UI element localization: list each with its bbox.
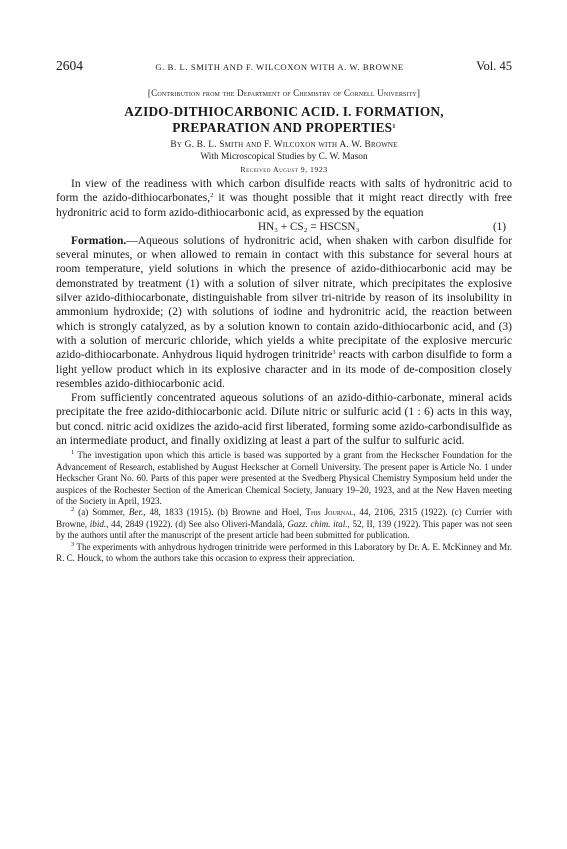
footnotes (56, 450, 512, 564)
journal-this-journal: This Journal (305, 507, 354, 518)
para1-text-b: it was thought possible that it might react directly with free hydronitric acid to form azido-dithiocarbonic acid, as expressed by the equation (56, 192, 512, 219)
title-line-1: AZIDO-DITHIOCARBONIC ACID. I. FORMATION, (124, 104, 444, 119)
article-body (56, 177, 512, 448)
equation-number: (1) (492, 220, 506, 233)
contribution-line: [Contribution from the Department of Chemistry of Cornell University] (147, 88, 421, 98)
footnote-3 (56, 542, 512, 565)
para2-text-a: —Aqueous solutions of hydronitric acid, when shaken with carbon disulfide for several minutes, or when allowed to remain in contact with this substance for several hours at room temperature, yield solutions in which the presence of azido-dithiocarbonic acid may be demonstrated by treatment (1) with a solution of silver nitrate, which precipitates the explosive silver azido-dithiocarbonate, distinguishable from silver tri-nitride by reason of its insolubility in ammonium hydroxide; (2) with solutions of iodine and hydronitric acid, the reaction between which is strongly catalyzed, as by a solution known to contain azido-dithiocarbonic acid, and (3) with a solution of mercuric chloride, which yields a white precipitate of the explosive mercuric azido-dithiocarbonate. Anhydrous liquid hydrogen trinitride (56, 234, 512, 362)
volume-label: Vol. 45 (476, 59, 512, 73)
footnote-2-mark: 2 (71, 506, 75, 514)
section-heading-formation: Formation. (71, 234, 127, 247)
footnote-2-text-a: (a) Sommer, (74, 507, 129, 518)
title-footnote-mark: 1 (392, 123, 396, 130)
title-line-2-text: PREPARATION AND PROPERTIES (172, 120, 393, 135)
para1-text-a: In view of the readiness with which carbon disulfide reacts with salts of hydronitric acid to form the azido-dithiocarbonates, (56, 178, 512, 205)
footnote-2-text-b: , 48, 1833 (1915). (b) Browne and Hoel, (143, 507, 306, 518)
journal-gazz: Gazz. chim. ital. (287, 518, 348, 529)
footnote-2-text-e: , 52, II, 139 (1922). This paper was not seen by the authors until after the manuscript of the present article had been submitted for publication. (56, 518, 512, 541)
footnote-1-text: The investigation upon which this article is based was supported by a grant from the Heckscher Foundation for the Advancement of Research, established by August Heckscher at Cornell University. The present paper is Article No. 1 under Heckscher Grant No. 60. Parts of this paper were presented at the Svedberg Physical Chemistry Symposium held under the auspices of the Rochester Section of the American Chemical Society, January 19–20, 1923, and at the New Haven meeting of the Society in April, 1923. (56, 450, 512, 506)
footnote-1 (56, 450, 512, 507)
para2-text-b: reacts with carbon disulfide to form a light yellow product which in its explosive character and in its mode of de-composition closely resembles azido-dithiocarbonic acid. (56, 349, 512, 390)
author-byline: By G. B. L. Smith and F. Wilcoxon with A. W. Browne (170, 140, 398, 150)
journal-page (56, 58, 512, 564)
footnote-2 (56, 507, 512, 541)
footnote-1-mark: 1 (71, 449, 75, 457)
received-date: Received August 9, 1923 (240, 165, 328, 174)
equation-1 (56, 220, 512, 234)
ref-ibid: ibid. (89, 518, 107, 529)
footnote-ref-3: 3 (332, 349, 336, 357)
running-authors: G. B. L. SMITH AND F. WILCOXON WITH A. W. BROWNE (155, 62, 404, 72)
paragraph-formation (56, 234, 512, 391)
paragraph-intro (56, 177, 512, 220)
title-line-2 (56, 120, 512, 136)
footnote-2-text-c: , 44, 2106, 2315 (1922). (c) Currier with Browne, (56, 507, 512, 529)
microscopical-credit: With Microscopical Studies by C. W. Mason (200, 152, 368, 162)
running-header (56, 58, 512, 78)
footnote-2-text-d: , 44, 2849 (1922). (d) See also Oliveri-Mandalà, (106, 518, 288, 529)
article-title (56, 104, 512, 136)
journal-ber: Ber. (128, 507, 144, 518)
footnote-ref-2: 2 (210, 192, 214, 200)
paragraph-precipitation: From sufficiently concentrated aqueous solutions of an azido-dithio-carbonate, mineral acids precipitate the free azido-dithiocarbonic acid. Dilute nitric or sulfuric acid (1 : 6) acts in this way, but concd. nitric acid oxidizes the azido-acid first liberated, forming some azido-carbondisulfide as an intermediate product, and finally oxidizing at least a part of the sulfur to sulfuric acid. (56, 392, 513, 448)
footnote-3-text: The experiments with anhydrous hydrogen trinitride were performed in this Laboratory by Dr. A. E. McKinney and Mr. R. C. Houck, to whom the authors take this occasion to express their appreciation. (56, 541, 512, 563)
page-number: 2604 (56, 58, 83, 73)
equation-text: HN₃ + CS₂ = HSCSN₃ (258, 220, 360, 233)
footnote-3-mark: 3 (71, 540, 75, 548)
